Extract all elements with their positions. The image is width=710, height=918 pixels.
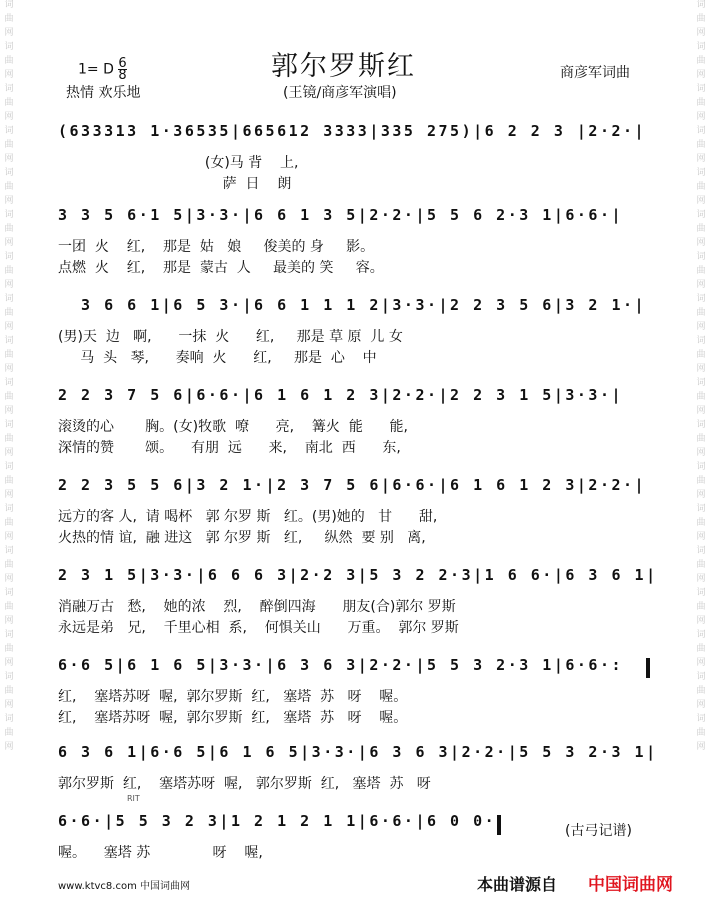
watermark-char: 词 [4,630,14,640]
lyric-line: 郭尔罗斯 红, 塞塔苏呀 喔, 郭尔罗斯 红, 塞塔 苏 呀 [58,776,431,792]
watermark-char: 网 [696,280,706,290]
meter-numerator: 6 [118,56,127,71]
watermark-char: 曲 [4,644,14,654]
transcriber: (古弓记谱) [565,823,632,839]
watermark-left [2,0,16,918]
watermark-char: 词 [696,294,706,304]
watermark-char: 曲 [4,308,14,318]
watermark-char: 词 [696,546,706,556]
watermark-char: 网 [4,742,14,752]
watermark-char: 网 [4,322,14,332]
notation-line: 2 3 1 5|3·3·|6 6 6 3|2·2 3|5 3 2 2·3|1 6 6·|6 3 6 1| [58,566,658,584]
watermark-char: 词 [696,84,706,94]
lyric-line: 消融万古 愁, 她的浓 烈, 醉倒四海 朋友(合)郭尔 罗斯 [58,599,456,615]
watermark-char: 网 [696,574,706,584]
tempo-mood: 热情 欢乐地 [66,85,141,101]
watermark-char: 词 [696,126,706,136]
watermark-char: 词 [4,294,14,304]
watermark-char: 词 [4,378,14,388]
watermark-char: 曲 [696,308,706,318]
meter-denominator: 8 [118,68,127,83]
watermark-char: 词 [696,378,706,388]
lyric-line: (男)天 边 啊, 一抹 火 红, 那是 草 原 儿 女 [58,329,403,345]
lyric-line: 深情的赞 颂。 有朋 远 来, 南北 西 东, [58,440,401,456]
watermark-char: 词 [696,714,706,724]
watermark-char: 词 [4,546,14,556]
watermark-char: 网 [4,448,14,458]
watermark-char: 曲 [696,686,706,696]
watermark-char: 网 [696,616,706,626]
watermark-char: 词 [4,504,14,514]
watermark-char: 网 [4,196,14,206]
watermark-char: 词 [4,0,14,10]
watermark-right [694,0,708,918]
watermark-char: 曲 [4,224,14,234]
watermark-char: 词 [696,504,706,514]
watermark-char: 曲 [696,476,706,486]
lyric-line: 永远是弟 兄, 千里心相 系, 何惧关山 万重。 郭尔 罗斯 [58,620,459,636]
watermark-char: 曲 [4,602,14,612]
watermark-char: 曲 [4,560,14,570]
watermark-char: 曲 [696,140,706,150]
watermark-char: 词 [4,84,14,94]
watermark-char: 网 [696,364,706,374]
watermark-char: 网 [696,532,706,542]
watermark-char: 曲 [4,56,14,66]
footer-brand[interactable]: 中国词曲网 [588,875,673,895]
watermark-char: 网 [696,742,706,752]
watermark-char: 网 [696,196,706,206]
lyric-line: 一团 火 红, 那是 姑 娘 俊美的 身 影。 [58,239,375,255]
lyric-line: 滚烫的心 胸。(女)牧歌 嘹 亮, 篝火 能 能, [58,419,408,435]
watermark-char: 词 [696,420,706,430]
watermark-char: 词 [696,630,706,640]
song-title: 郭尔罗斯红 [271,51,416,82]
lyric-line: (女)马 背 上, [58,155,299,171]
watermark-char: 网 [4,532,14,542]
watermark-char: 曲 [696,224,706,234]
watermark-char: 曲 [4,266,14,276]
watermark-char: 网 [4,280,14,290]
watermark-char: 曲 [4,14,14,24]
watermark-char: 曲 [696,644,706,654]
notation-line: (633313 1·36535|665612 3333|335 275)|6 2 2 3 |2·2·| [58,122,647,140]
notation-line: 6·6 5|6 1 6 5|3·3·|6 3 6 3|2·2·|5 5 3 2·3 1|6·6·: [58,656,624,674]
watermark-char: 曲 [4,686,14,696]
watermark-char: 网 [4,616,14,626]
watermark-char: 网 [696,322,706,332]
watermark-char: 曲 [4,476,14,486]
notation-line: 3 3 5 6·1 5|3·3·|6 6 1 3 5|2·2·|5 5 6 2·3 1|6·6·| [58,206,624,224]
watermark-char: 网 [4,112,14,122]
key-signature [78,58,127,81]
watermark-char: 词 [4,252,14,262]
watermark-char: 网 [4,154,14,164]
watermark-char: 网 [4,406,14,416]
watermark-char: 网 [696,406,706,416]
singers: (王镜/商彦军演唱) [283,85,397,101]
watermark-char: 网 [696,490,706,500]
lyric-line: 红, 塞塔苏呀 喔, 郭尔罗斯 红, 塞塔 苏 呀 喔。 [58,710,408,726]
watermark-char: 曲 [696,266,706,276]
watermark-char: 曲 [4,98,14,108]
watermark-char: 网 [696,658,706,668]
watermark-char: 网 [4,238,14,248]
watermark-char: 词 [696,462,706,472]
lyric-line: 远方的客 人, 请 喝杯 郭 尔罗 斯 红。(男)她的 甘 甜, [58,509,438,525]
lyric-line: 喔。 塞塔 苏 呀 喔, [58,845,263,861]
repeat-barline [646,658,650,678]
watermark-char: 曲 [696,350,706,360]
rit-mark: RIT [127,794,140,803]
footer-source: 本曲谱源自 [477,875,558,894]
watermark-char: 曲 [696,602,706,612]
lyric-line: 红, 塞塔苏呀 喔, 郭尔罗斯 红, 塞塔 苏 呀 喔。 [58,689,408,705]
watermark-char: 网 [696,70,706,80]
watermark-char: 词 [4,714,14,724]
watermark-char: 词 [4,210,14,220]
watermark-char: 网 [4,28,14,38]
watermark-char: 词 [696,42,706,52]
notation-line: 6 3 6 1|6·6 5|6 1 6 5|3·3·|6 3 6 3|2·2·|5 5 3 2·3 1| [58,743,658,761]
watermark-char: 词 [4,462,14,472]
watermark-char: 曲 [4,392,14,402]
key-label: 1= D [78,61,114,78]
lyric-line: 马 头 琴, 奏响 火 红, 那是 心 中 [58,350,377,366]
lyric-line: 点燃 火 红, 那是 蒙古 人 最美的 笑 容。 [58,260,384,276]
watermark-char: 词 [4,168,14,178]
notation-line: 3 6 6 1|6 5 3·|6 6 1 1 1 2|3·3·|2 2 3 5 6|3 2 1·| [58,296,647,314]
watermark-char: 网 [696,154,706,164]
watermark-char: 网 [4,658,14,668]
lyric-line: 火热的情 谊, 融 进这 郭 尔罗 斯 红, 纵然 要 别 离, [58,530,426,546]
watermark-char: 词 [4,672,14,682]
watermark-char: 网 [696,28,706,38]
watermark-char: 词 [4,336,14,346]
watermark-char: 曲 [4,140,14,150]
watermark-char: 曲 [696,560,706,570]
watermark-char: 网 [696,112,706,122]
watermark-char: 网 [4,490,14,500]
watermark-char: 曲 [4,434,14,444]
notation-line: 2 2 3 5 5 6|3 2 1·|2 3 7 5 6|6·6·|6 1 6 1 2 3|2·2·| [58,476,647,494]
footer-site[interactable]: www.ktvc8.com 中国词曲网 [58,881,191,892]
watermark-char: 曲 [696,14,706,24]
watermark-char: 词 [4,42,14,52]
watermark-char: 词 [696,0,706,10]
watermark-char: 词 [696,336,706,346]
watermark-char: 曲 [696,98,706,108]
watermark-char: 曲 [4,728,14,738]
watermark-char: 词 [696,210,706,220]
watermark-char: 网 [4,700,14,710]
watermark-char: 词 [4,420,14,430]
watermark-char: 曲 [696,518,706,528]
watermark-char: 网 [4,574,14,584]
watermark-char: 词 [696,588,706,598]
credit: 商彦军词曲 [560,65,630,81]
watermark-char: 曲 [696,728,706,738]
watermark-char: 词 [4,588,14,598]
meter [118,58,126,81]
watermark-char: 词 [696,672,706,682]
watermark-char: 曲 [4,182,14,192]
lyric-line: 萨 日 朗 [58,176,292,192]
final-barline [497,815,501,835]
watermark-char: 词 [696,252,706,262]
watermark-char: 网 [696,238,706,248]
watermark-char: 网 [4,70,14,80]
notation-line: 2 2 3 7 5 6|6·6·|6 1 6 1 2 3|2·2·|2 2 3 1 5|3·3·| [58,386,624,404]
watermark-char: 曲 [696,392,706,402]
watermark-char: 词 [696,168,706,178]
watermark-char: 曲 [696,434,706,444]
notation-line: 6·6·|5 5 3 2 3|1 2 1 2 1 1|6·6·|6 0 0· [58,812,497,830]
watermark-char: 网 [696,448,706,458]
watermark-char: 曲 [4,350,14,360]
watermark-char: 曲 [4,518,14,528]
watermark-char: 词 [4,126,14,136]
watermark-char: 曲 [696,56,706,66]
watermark-char: 网 [696,700,706,710]
watermark-char: 曲 [696,182,706,192]
watermark-char: 网 [4,364,14,374]
